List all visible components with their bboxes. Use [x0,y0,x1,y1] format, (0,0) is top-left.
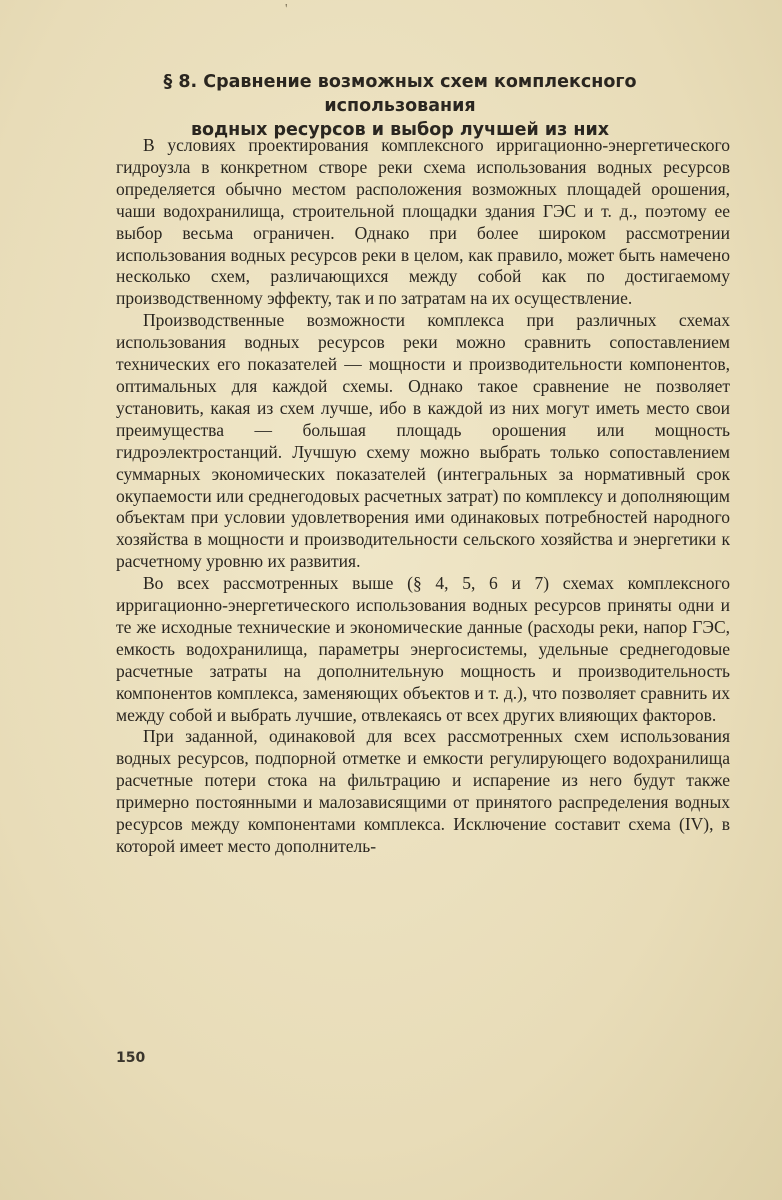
paragraph-1: В условиях проектирования комплексного ирригационно-энергетического гидроузла в конкретном створе реки схема использования водных ресурсов определяется обычно местом расположения возможных площадей орошения, чаши водохранилища, строительной площадки здания ГЭС и т. д., поэтому ее выбор весьма ограничен. Однако при более широком рассмотрении использования водных ресурсов реки в целом, как правило, может быть намечено несколько схем, различающихся между собой как по достигаемому производственному эффекту, так и по затратам на их осуществление. [116,135,730,309]
heading-line-2: водных ресурсов и выбор лучшей из них [190,120,610,140]
section-heading [90,70,710,142]
body-text [116,135,730,858]
paragraph-2: Производственные возможности комплекса при различных схемах использования водных ресурсов реки можно сравнить сопоставлением технических его показателей — мощности и производительности компонентов, оптимальных для каждой схемы. Однако такое сравнение не позволяет установить, какая из схем лучше, ибо в каждой из них могут иметь место свои преимущества — большая площадь орошения или мощность гидроэлектростанций. Лучшую схему можно выбрать только сопоставлением суммарных экономических показателей (интегральных за нормативный срок окупаемости или среднегодовых расчетных затрат) по комплексу и дополняющим объектам при условии удовлетворения ими одинаковых потребностей народного хозяйства в мощности и производительности сельского хозяйства и энергетики к расчетному уровню их развития. [116,310,730,572]
heading-line-1: § 8. Сравнение возможных схем комплексного использования [163,72,637,116]
paragraph-3: Во всех рассмотренных выше (§ 4, 5, 6 и 7) схемах комплексного ирригационно-энергетического использования водных ресурсов приняты одни и те же исходные технические и экономические данные (расходы реки, напор ГЭС, емкость водохранилища, параметры энергосистемы, удельные среднегодовые расчетные затраты на дополнительную мощность и производительность компонентов комплекса, заменяющих объектов и т. д.), что позволяет сравнить их между собой и выбрать лучшие, отвлекаясь от всех других влияющих факторов. [116,573,730,725]
page-number: 150 [116,1050,146,1066]
paragraph-4: При заданной, одинаковой для всех рассмотренных схем использования водных ресурсов, подпорной отметке и емкости регулирующего водохранилища расчетные потери стока на фильтрацию и испарение из него будут также примерно постоянными и малозависящими от принятого распределения водных ресурсов между компонентами комплекса. Исключение составит схема (IV), в которой имеет место дополнитель- [116,726,730,856]
top-mark: ' [285,2,288,17]
